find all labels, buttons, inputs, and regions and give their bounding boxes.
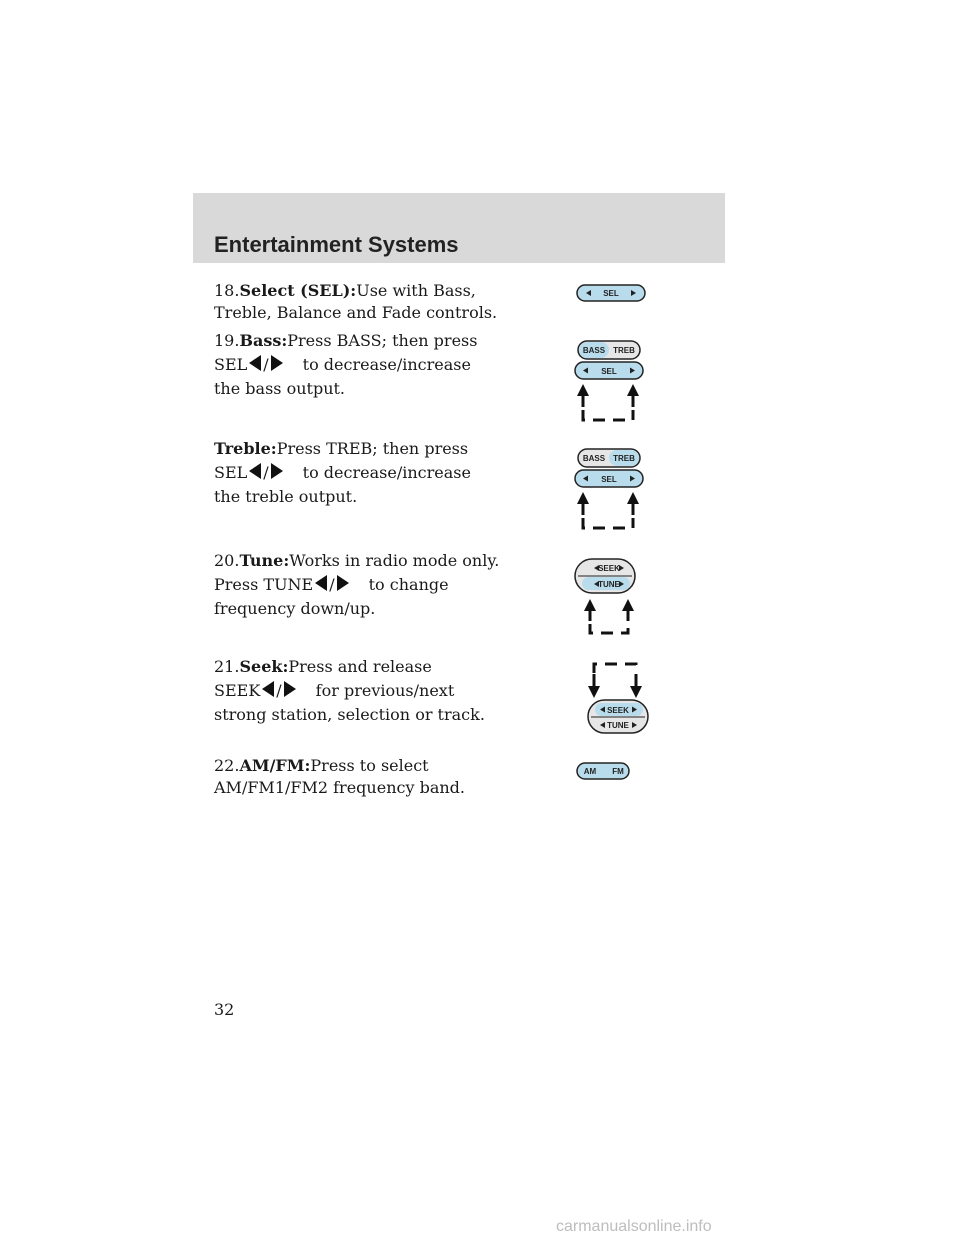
treble-button-illustration — [574, 448, 646, 534]
separator: / — [329, 575, 335, 594]
triangle-right-icon — [284, 681, 296, 697]
item-term: Treble: — [214, 439, 277, 458]
fm-label: FM — [612, 767, 624, 776]
seek-button-illustration — [586, 660, 652, 736]
arrow-up-icon — [627, 492, 639, 515]
item-text: SEEK — [214, 681, 261, 700]
item-select — [214, 280, 564, 324]
separator: / — [263, 355, 269, 374]
item-term: AM/FM: — [239, 756, 311, 775]
page-number: 32 — [214, 1000, 235, 1019]
item-text: to change — [368, 575, 449, 594]
separator: / — [276, 681, 282, 700]
item-tune — [214, 550, 564, 620]
item-term: Select (SEL): — [239, 281, 357, 300]
item-text: the bass output. — [214, 379, 346, 398]
sel-label: SEL — [601, 367, 617, 376]
item-text: Press BASS; then press — [287, 331, 478, 350]
arrow-up-icon — [577, 492, 589, 515]
tune-label: TUNE — [607, 721, 629, 730]
sel-label: SEL — [601, 475, 617, 484]
item-amfm — [214, 755, 564, 799]
watermark: carmanualsonline.info — [556, 1218, 712, 1235]
triangle-left-icon — [262, 681, 274, 697]
separator: / — [263, 463, 269, 482]
item-number: 22. — [214, 756, 240, 775]
item-number: 19. — [214, 331, 240, 350]
item-term: Tune: — [239, 551, 290, 570]
item-text: to decrease/increase — [302, 355, 471, 374]
item-text: Treble, Balance and Fade controls. — [214, 303, 498, 322]
item-seek — [214, 656, 564, 726]
item-text: Press to select — [310, 756, 429, 775]
item-text: frequency down/up. — [214, 599, 376, 618]
triangle-right-icon — [271, 463, 283, 479]
tune-label: TUNE — [598, 580, 620, 589]
item-text: the treble output. — [214, 487, 358, 506]
bass-button-illustration — [574, 340, 646, 426]
arrow-up-icon — [584, 599, 596, 621]
item-text: SEL — [214, 463, 248, 482]
arrow-up-icon — [577, 384, 589, 407]
triangle-right-icon — [337, 575, 349, 591]
seek-label: SEEK — [607, 706, 629, 715]
item-text: strong station, selection or track. — [214, 705, 485, 724]
item-text: SEL — [214, 355, 248, 374]
triangle-right-icon — [271, 355, 283, 371]
am-label: AM — [583, 767, 597, 776]
item-number: 20. — [214, 551, 240, 570]
arrow-down-icon — [630, 674, 642, 698]
item-treble — [214, 438, 564, 508]
triangle-left-icon — [315, 575, 327, 591]
item-text: AM/FM1/FM2 frequency band. — [214, 778, 465, 797]
arrow-up-icon — [622, 599, 634, 621]
treb-label: TREB — [613, 454, 635, 463]
item-number: 18. — [214, 281, 240, 300]
item-number: 21. — [214, 657, 240, 676]
bass-label: BASS — [582, 454, 606, 463]
item-text: for previous/next — [315, 681, 455, 700]
sel-label: SEL — [603, 289, 619, 298]
sel-button-illustration — [576, 284, 648, 304]
item-text: Use with Bass, — [356, 281, 476, 300]
triangle-left-icon — [249, 355, 261, 371]
item-term: Bass: — [239, 331, 288, 350]
item-text: Press TUNE — [214, 575, 314, 594]
arrow-up-icon — [627, 384, 639, 407]
triangle-left-icon — [249, 463, 261, 479]
arrow-down-icon — [588, 674, 600, 698]
item-text: to decrease/increase — [302, 463, 471, 482]
item-term: Seek: — [239, 657, 289, 676]
item-text: Works in radio mode only. — [289, 551, 500, 570]
seek-label: SEEK — [598, 564, 620, 573]
item-bass — [214, 330, 564, 400]
amfm-button-illustration — [576, 762, 632, 782]
bass-label: BASS — [582, 346, 606, 355]
section-title: Entertainment Systems — [214, 232, 459, 257]
treb-label: TREB — [613, 346, 635, 355]
tune-button-illustration — [574, 558, 640, 638]
item-text: Press and release — [288, 657, 432, 676]
item-text: Press TREB; then press — [276, 439, 469, 458]
